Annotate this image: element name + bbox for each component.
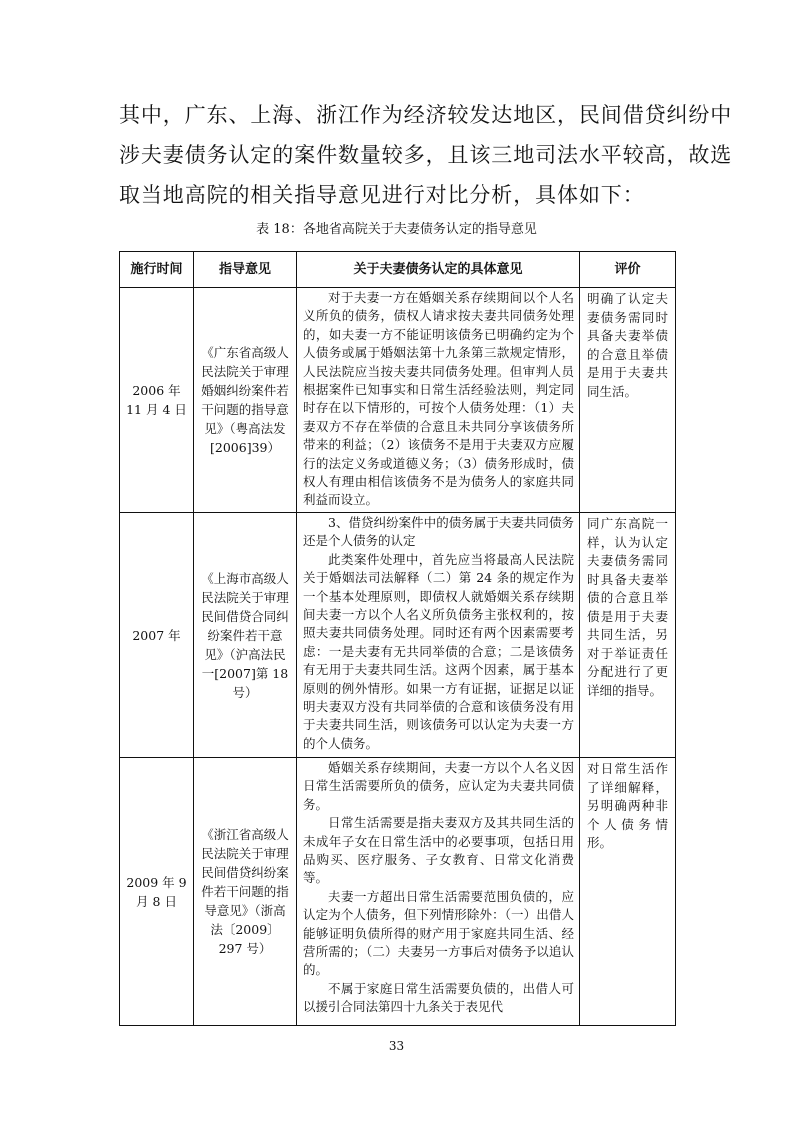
paragraph-line: 取当地高院的相关指导意见进行对比分析，具体如下： [119,183,645,207]
table-row [120,288,676,513]
row-content [297,288,580,513]
row-evaluation: 明确了认定夫妻债务需同时具备夫妻举债的合意且举债是用于夫妻共同生活。 [580,288,676,513]
row-content [297,758,580,1026]
paragraph-line: 其中，广东、上海、浙江作为经济较发达地区，民间借贷纠纷中 [119,103,733,127]
table-row [120,758,676,1026]
row-evaluation: 同广东高院一样，认为认定夫妻债务需同时具备夫妻举债的合意且举债是用于夫妻共同生活，另对于举证责任分配进行了更详细的指导。 [580,513,676,758]
header-content: 关于夫妻债务认定的具体意见 [297,252,580,288]
content-paragraph: 不属于家庭日常生活需要负债的，出借人可以援引合同法第四十九条关于表见代 [303,980,574,1015]
table-header-row [120,252,676,288]
header-guide: 指导意见 [194,252,297,288]
content-paragraph: 婚姻关系存续期间，夫妻一方以个人名义因日常生活需要所负的债务，应认定为夫妻共同债务。 [303,760,574,812]
row-content [297,513,580,758]
row-guide: 《上海市高级人民法院关于审理民间借贷合同纠纷案件若干意见》（沪高法民一[2007]第 18 号） [194,513,297,758]
content-paragraph: 对于夫妻一方在婚姻关系存续期间以个人名义所负的债务，债权人请求按夫妻共同债务处理的，如夫妻一方不能证明该债务已明确约定为个人债务或属于婚姻法第十九条第三款规定情形，人民法院应当按夫妻共同债务处理。但审判人员根据案件已知事实和日常生活经验法则，判定同时存在以下情形的，可按个人债务处理：（1）夫妻双方不存在举债的合意且未共同分享该债务所带来的利益；（2）该债务不是用于夫妻双方应履行的法定义务或道德义务；（3）债务形成时，债权人有理由相信该债务不是为债务人的家庭共同利益而设立。 [303,290,574,508]
header-date: 施行时间 [120,252,194,288]
row-date: 2006 年 11 月 4 日 [120,288,194,513]
row-evaluation: 对日常生活作了详细解释，另明确两种非个人债务情形。 [580,758,676,1026]
row-guide: 《广东省高级人民法院关于审理婚姻纠纷案件若干问题的指导意见》（粤高法发[2006]39） [194,288,297,513]
table-caption: 表 18：各地省高院关于夫妻债务认定的指导意见 [256,222,537,237]
row-guide: 《浙江省高级人民法院关于审理民间借贷纠纷案件若干问题的指导意见》（浙高法〔2009〕297 号） [194,758,297,1026]
content-paragraph: 夫妻一方超出日常生活需要范围负债的，应认定为个人债务，但下列情形除外：（一）出借人能够证明负债所得的财产用于家庭共同生活、经营所需的；（二）夫妻另一方事后对债务予以追认的。 [303,888,574,978]
row-date: 2009 年 9 月 8 日 [120,758,194,1026]
guidance-table [119,251,676,1026]
content-paragraph: 3、借贷纠纷案件中的债务属于夫妻共同债务还是个人债务的认定 [303,515,574,549]
page-number: 33 [388,1039,405,1053]
table-row [120,513,676,758]
intro-paragraph [119,95,733,215]
header-evaluation: 评价 [580,252,676,288]
row-date: 2007 年 [120,513,194,758]
content-paragraph: 此类案件处理中，首先应当将最高人民法院关于婚姻法司法解释（二）第 24 条的规定作为一个基本处理原则，即债权人就婚姻关系存续期间夫妻一方以个人名义所负债务主张权利的，按照夫妻共同债务处理。同时还有两个因素需要考虑：一是夫妻有无共同举债的合意；二是该债务有无用于夫妻共同生活。这两个因素，属于基本原则的例外情形。如果一方有证据，证据足以证明夫妻双方没有共同举债的合意和该债务没有用于夫妻共同生活，则该债务可以认定为夫妻一方的个人债务。 [303,551,574,751]
content-paragraph: 日常生活需要是指夫妻双方及其共同生活的未成年子女在日常生活中的必要事项，包括日用品购买、医疗服务、子女教育、日常文化消费等。 [303,815,574,886]
paragraph-line: 涉夫妻债务认定的案件数量较多，且该三地司法水平较高，故选 [119,143,733,167]
